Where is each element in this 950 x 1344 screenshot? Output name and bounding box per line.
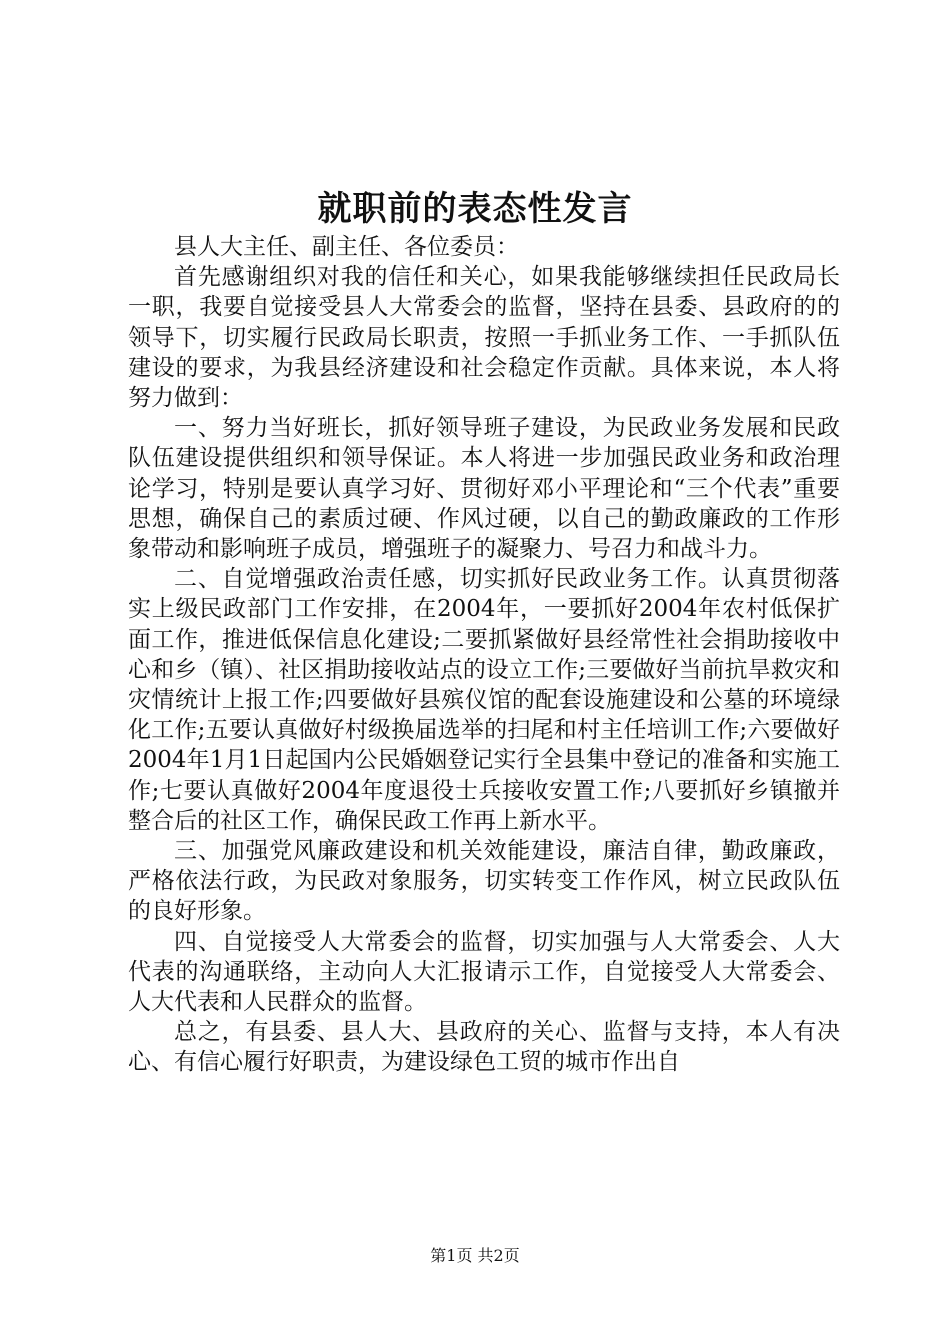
point-four-paragraph: 四、自觉接受人大常委会的监督，切实加强与人大常委会、人大代表的沟通联络，主动向人大汇报请示工作，自觉接受人大常委会、人大代表和人民群众的监督。 [128,928,840,1016]
salutation-paragraph: 县人大主任、副主任、各位委员： [174,234,519,260]
document-title: 就职前的表态性发言 [317,189,633,229]
document-body [128,232,840,1078]
page-number-footer: 第1页 共2页 [430,1246,520,1265]
point-three-paragraph: 三、加强党风廉政建设和机关效能建设，廉洁自律，勤政廉政，严格依法行政，为民政对象服务，切实转变工作作风，树立民政队伍的良好形象。 [128,838,840,925]
intro-paragraph: 首先感谢组织对我的信任和关心，如果我能够继续担任民政局长一职，我要自觉接受县人大常委会的监督，坚持在县委、县政府的的领导下，切实履行民政局长职责，按照一手抓业务工作、一手抓队伍建设的要求，为我县经济建设和社会稳定作贡献。具体来说，本人将努力做到： [128,264,840,412]
point-one-paragraph: 一、努力当好班长，抓好领导班子建设，为民政业务发展和民政队伍建设提供组织和领导保证。本人将进一步加强民政业务和政治理论学习，特别是要认真学习好、贯彻好邓小平理论和“三个代表”重要思想，确保自己的素质过硬、作风过硬，以自己的勤政廉政的工作形象带动和影响班子成员，增强班子的凝聚力、号召力和战斗力。 [128,415,840,563]
point-two-paragraph: 二、自觉增强政治责任感，切实抓好民政业务工作。认真贯彻落实上级民政部门工作安排，在2004年，一要抓好2004年农村低保扩面工作，推进低保信息化建设;二要抓紧做好县经常性社会捐助接收中心和乡（镇）、社区捐助接收站点的设立工作;三要做好当前抗旱救灾和灾情统计上报工作;四要做好县殡仪馆的配套设施建设和公墓的环境绿化工作;五要认真做好村级换届选举的扫尾和村主任培训工作;六要做好2004年1月1日起国内公民婚姻登记实行全县集中登记的准备和实施工作;七要认真做好2004年度退役士兵接收安置工作;八要抓好乡镇撤并整合后的社区工作，确保民政工作再上新水平。 [128,566,840,834]
conclusion-paragraph: 总之，有县委、县人大、县政府的关心、监督与支持，本人有决心、有信心履行好职责，为建设绿色工贸的城市作出自 [128,1019,840,1076]
